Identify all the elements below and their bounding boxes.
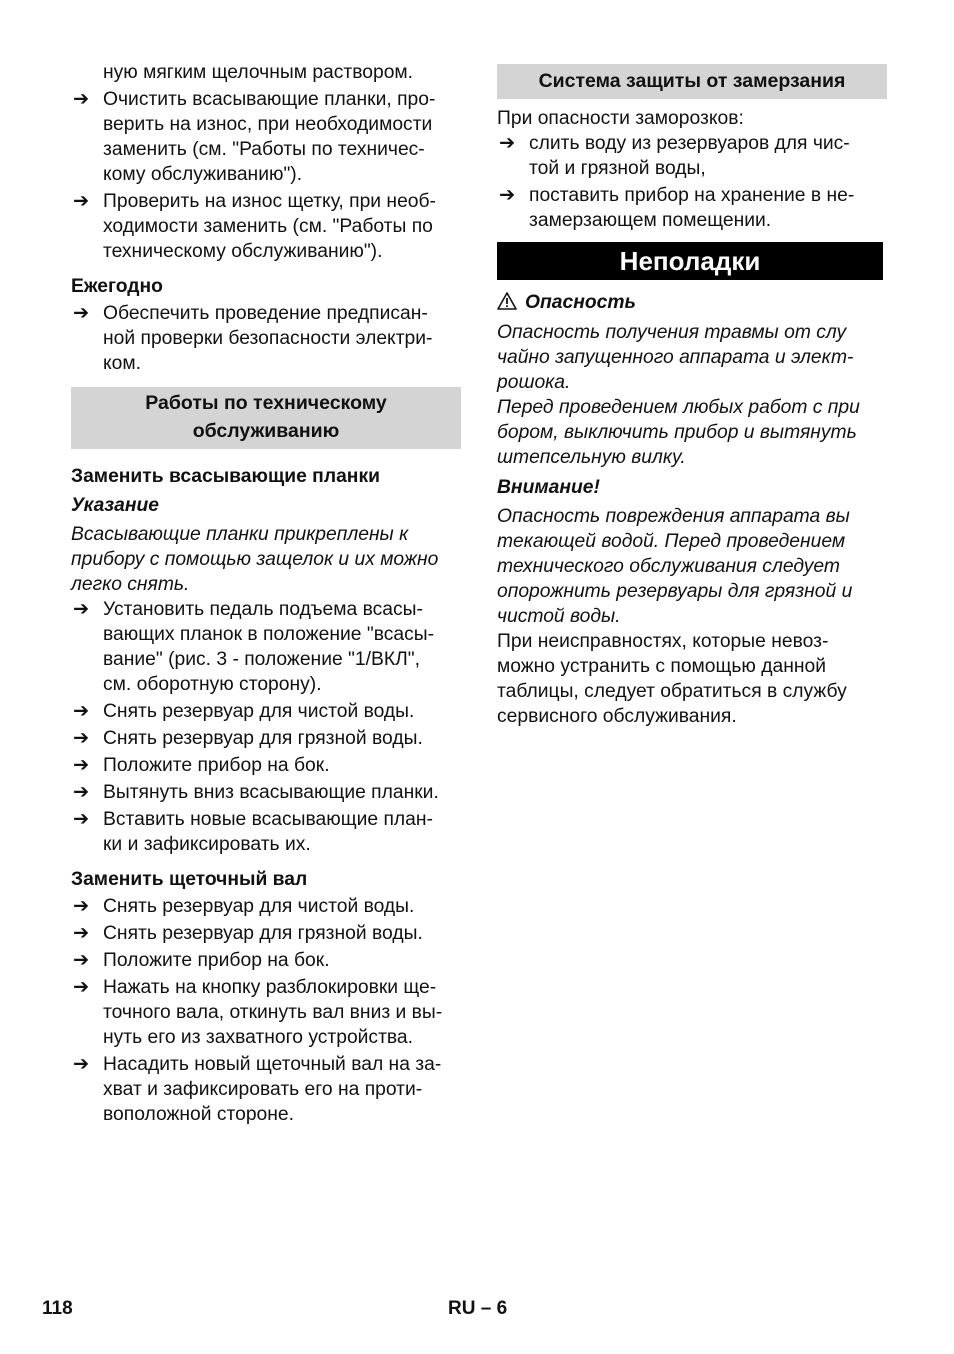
arrow-right-icon: ➔ (73, 1054, 90, 1075)
list-item: ➔ Очистить всасывающие планки, про- верить на износ, при необходимости заменить (см. "Работы по техничес- кому обслуживанию"). (73, 89, 436, 185)
closing-text: При неисправностях, которые невоз- можно устранить с помощью данной таблицы, следует обратиться в службу сервисного обслуживания. (497, 631, 847, 727)
danger-text: Опасность получения травмы от слу чайно запущенного аппарата и элект- рошока. Перед проведением любых работ с при бором, выключить прибор и вытянуть штепсельную вилку. (497, 322, 860, 468)
arrow-right-icon: ➔ (73, 923, 90, 944)
list-item: ➔ слить воду из резервуаров для чис- той и грязной воды, (499, 133, 850, 179)
list-item: ➔ Положите прибор на бок. (73, 755, 330, 776)
list-item: ➔ Нажать на кнопку разблокировки ще- точного вала, откинуть вал вниз и вы- нуть его из захватного устройства. (73, 977, 443, 1048)
list-item: ➔ Насадить новый щеточный вал на за- хват и зафиксировать его на проти- воположной стороне. (73, 1054, 442, 1125)
list-item: ➔ Снять резервуар для грязной воды. (73, 923, 423, 944)
list-item: ➔ Обеспечить проведение предписан- ной проверки безопасности электри- ком. (73, 303, 433, 374)
arrow-right-icon: ➔ (73, 89, 90, 110)
danger-heading: Опасность (497, 290, 887, 315)
arrow-right-icon: ➔ (499, 133, 516, 154)
attention-text: Опасность повреждения аппарата вы текающей водой. Перед проведением технического обслуживания следует опорожнить резервуары для грязной и чистой воды. (497, 506, 853, 627)
attention-label: Внимание! (497, 477, 600, 498)
arrow-right-icon: ➔ (499, 185, 516, 206)
warning-triangle-icon (497, 292, 517, 310)
list-item: ➔ Снять резервуар для чистой воды. (73, 896, 415, 917)
arrow-right-icon: ➔ (73, 728, 90, 749)
section-title-frost: Система защиты от замерзания (497, 64, 887, 99)
list-item: ➔ Снять резервуар для чистой воды. (73, 701, 415, 722)
arrow-right-icon: ➔ (73, 755, 90, 776)
continuation-text: ную мягким щелочным раствором. (103, 62, 414, 83)
section-label: RU – 6 (448, 1298, 508, 1319)
right-column (497, 64, 887, 729)
arrow-right-icon: ➔ (73, 896, 90, 917)
yearly-heading: Ежегодно (71, 276, 163, 297)
brush-heading: Заменить щеточный вал (71, 869, 308, 890)
arrow-right-icon: ➔ (73, 977, 90, 998)
list-item: ➔ поставить прибор на хранение в не- замерзающем помещении. (499, 185, 855, 231)
left-column (71, 60, 461, 1127)
note-text: Всасывающие планки прикреплены к прибору с помощью защелок и их можно легко снять. (71, 524, 439, 595)
arrow-right-icon: ➔ (73, 950, 90, 971)
arrow-right-icon: ➔ (73, 782, 90, 803)
list-item: ➔ Вставить новые всасывающие план- ки и зафиксировать их. (73, 809, 433, 855)
arrow-right-icon: ➔ (73, 599, 90, 620)
list-item: ➔ Проверить на износ щетку, при необ- ходимости заменить (см. "Работы по техническому обслуживанию"). (73, 191, 436, 262)
list-item: ➔ Вытянуть вниз всасывающие планки. (73, 782, 439, 803)
list-item: ➔ Положите прибор на бок. (73, 950, 330, 971)
list-item: ➔ Снять резервуар для грязной воды. (73, 728, 423, 749)
section-title-faults: Неполадки (497, 242, 883, 280)
replace-strips-heading: Заменить всасывающие планки (71, 466, 380, 487)
section-title-maintenance: Работы по техническому обслуживанию (71, 387, 461, 449)
note-label: Указание (71, 495, 160, 516)
frost-intro: При опасности заморозков: (497, 108, 744, 129)
list-item: ➔ Установить педаль подъема всасы- вающих планок в положение "всасы- вание" (рис. 3 - положение "1/ВКЛ", см. оборотную сторону). (73, 599, 435, 695)
page-number: 118 (42, 1298, 73, 1319)
arrow-right-icon: ➔ (73, 191, 90, 212)
arrow-right-icon: ➔ (73, 809, 90, 830)
arrow-right-icon: ➔ (73, 701, 90, 722)
arrow-right-icon: ➔ (73, 303, 90, 324)
